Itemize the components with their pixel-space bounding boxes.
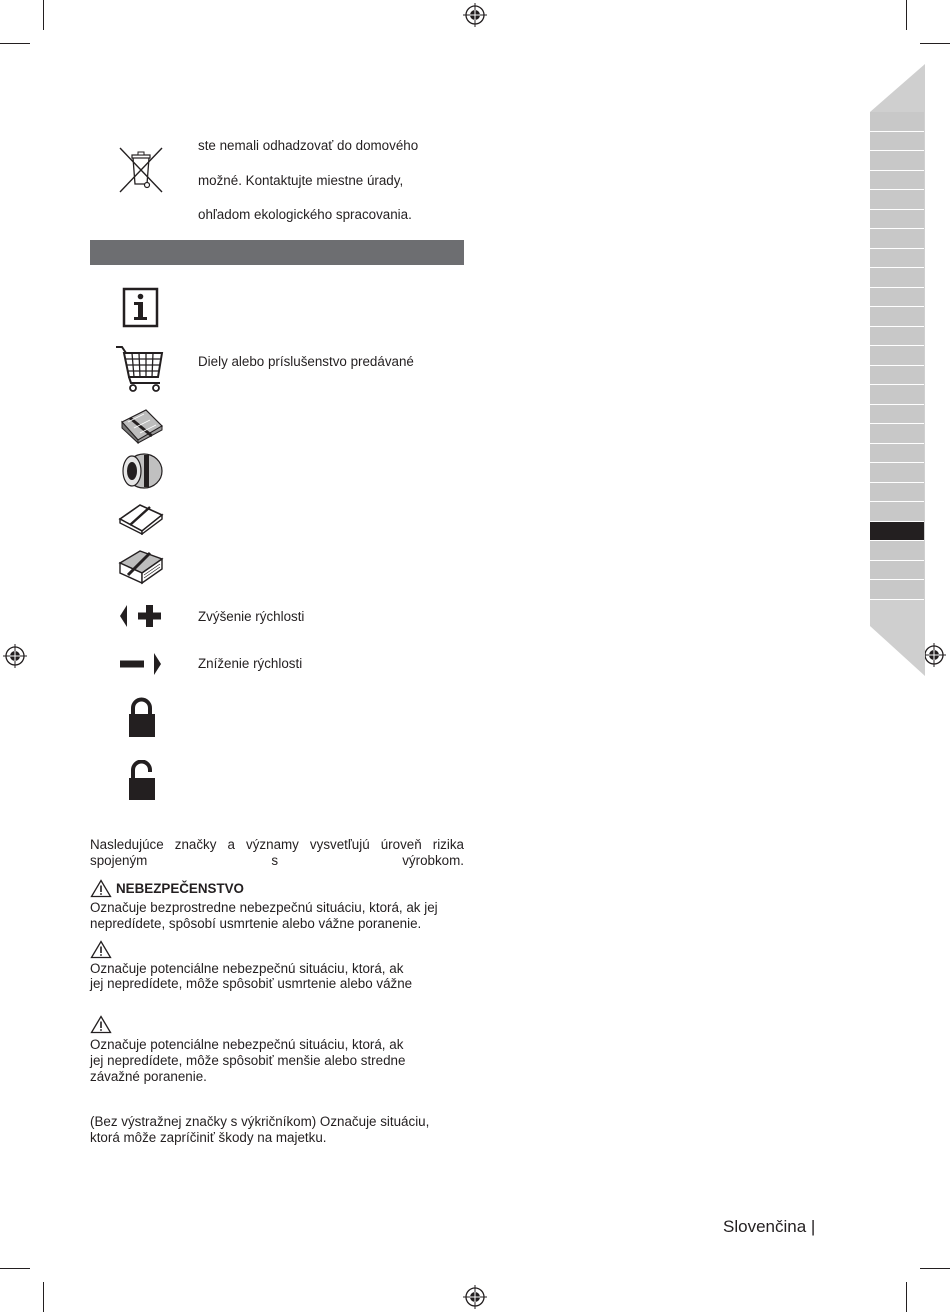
index-tab[interactable] [870, 249, 924, 269]
shopping-cart-icon [114, 345, 166, 393]
warning-text-line2: jej nepredídete, môže spôsobiť usmrtenie alebo vážne [90, 976, 413, 991]
index-tab[interactable] [870, 151, 924, 171]
side-index-tabs [870, 112, 924, 600]
disposal-text-line2: možné. Kontaktujte miestne úrady, [198, 173, 404, 188]
footer-language-label: Slovenčina | [723, 1217, 816, 1236]
warning-triangle-icon [90, 940, 112, 959]
cloth-pad-icon [118, 501, 164, 535]
speed-up-description: Zvýšenie rýchlosti [198, 609, 305, 624]
speed-down-description: Zníženie rýchlosti [198, 656, 303, 671]
info-icon [122, 287, 160, 329]
index-tab[interactable] [870, 580, 924, 600]
danger-text: Označuje bezprostredne nebezpečnú situáciu, ktorá, ak jej nepredídete, spôsobí usmrtenie alebo vážne poranenie. [90, 900, 438, 931]
index-tab[interactable] [870, 307, 924, 327]
filter-box-icon [118, 547, 164, 585]
registration-mark-top [463, 3, 487, 27]
index-tab[interactable] [870, 229, 924, 249]
index-tab[interactable] [870, 327, 924, 347]
index-tab[interactable] [870, 210, 924, 230]
index-tab[interactable] [870, 385, 924, 405]
cart-description: Diely alebo príslušenstvo predávané [198, 354, 414, 369]
index-tab[interactable] [870, 190, 924, 210]
lock-open-icon [127, 760, 157, 802]
index-tab[interactable] [870, 268, 924, 288]
index-tab[interactable] [870, 346, 924, 366]
speed-down-icon [119, 651, 163, 677]
caution-triangle-icon [90, 1015, 112, 1034]
caution-text-line2: jej nepredídete, môže spôsobiť menšie alebo stredne [90, 1053, 406, 1068]
index-tab[interactable] [870, 541, 924, 561]
danger-label: NEBEZPEČENSTVO [116, 881, 244, 896]
index-tab[interactable] [870, 288, 924, 308]
risk-intro: Nasledujúce značky a významy vysvetľujú úroveň rizika spojeným s výrobkom. [90, 837, 464, 868]
caution-text-line1: Označuje potenciálne nebezpečnú situáciu, ktorá, ak [90, 1037, 404, 1052]
index-tab[interactable] [870, 405, 924, 425]
disposal-text-line1: ste nemali odhadzovať do domového [198, 138, 419, 153]
index-tab[interactable] [870, 366, 924, 386]
notice-text-line1: (Bez výstražnej značky s výkričníkom) Označuje situáciu, [90, 1114, 430, 1129]
caution-text-line3: závažné poranenie. [90, 1069, 207, 1084]
index-tab[interactable] [870, 483, 924, 503]
registration-mark-left [3, 644, 27, 668]
index-tab[interactable] [870, 444, 924, 464]
filter-roll-icon [120, 452, 164, 490]
index-tab[interactable] [870, 463, 924, 483]
index-tab[interactable] [870, 171, 924, 191]
notice-text-line2: ktorá môže zapríčiniť škody na majetku. [90, 1130, 327, 1145]
index-tab[interactable] [870, 112, 924, 132]
speed-up-icon [119, 603, 163, 629]
warning-text-line1: Označuje potenciálne nebezpečnú situáciu, ktorá, ak [90, 961, 404, 976]
crossed-bin-icon [116, 146, 166, 194]
index-tab[interactable] [870, 561, 924, 581]
index-tab-active[interactable] [870, 522, 924, 542]
index-tab[interactable] [870, 132, 924, 152]
section-header-bar [90, 240, 464, 265]
index-tab[interactable] [870, 502, 924, 522]
cleaning-pad-icon [118, 408, 164, 444]
lock-closed-icon [127, 697, 157, 739]
index-tab[interactable] [870, 424, 924, 444]
danger-warning-triangle-icon [90, 879, 112, 898]
disposal-text-line3: ohľadom ekologického spracovania. [198, 207, 412, 222]
registration-mark-bottom [463, 1285, 487, 1309]
